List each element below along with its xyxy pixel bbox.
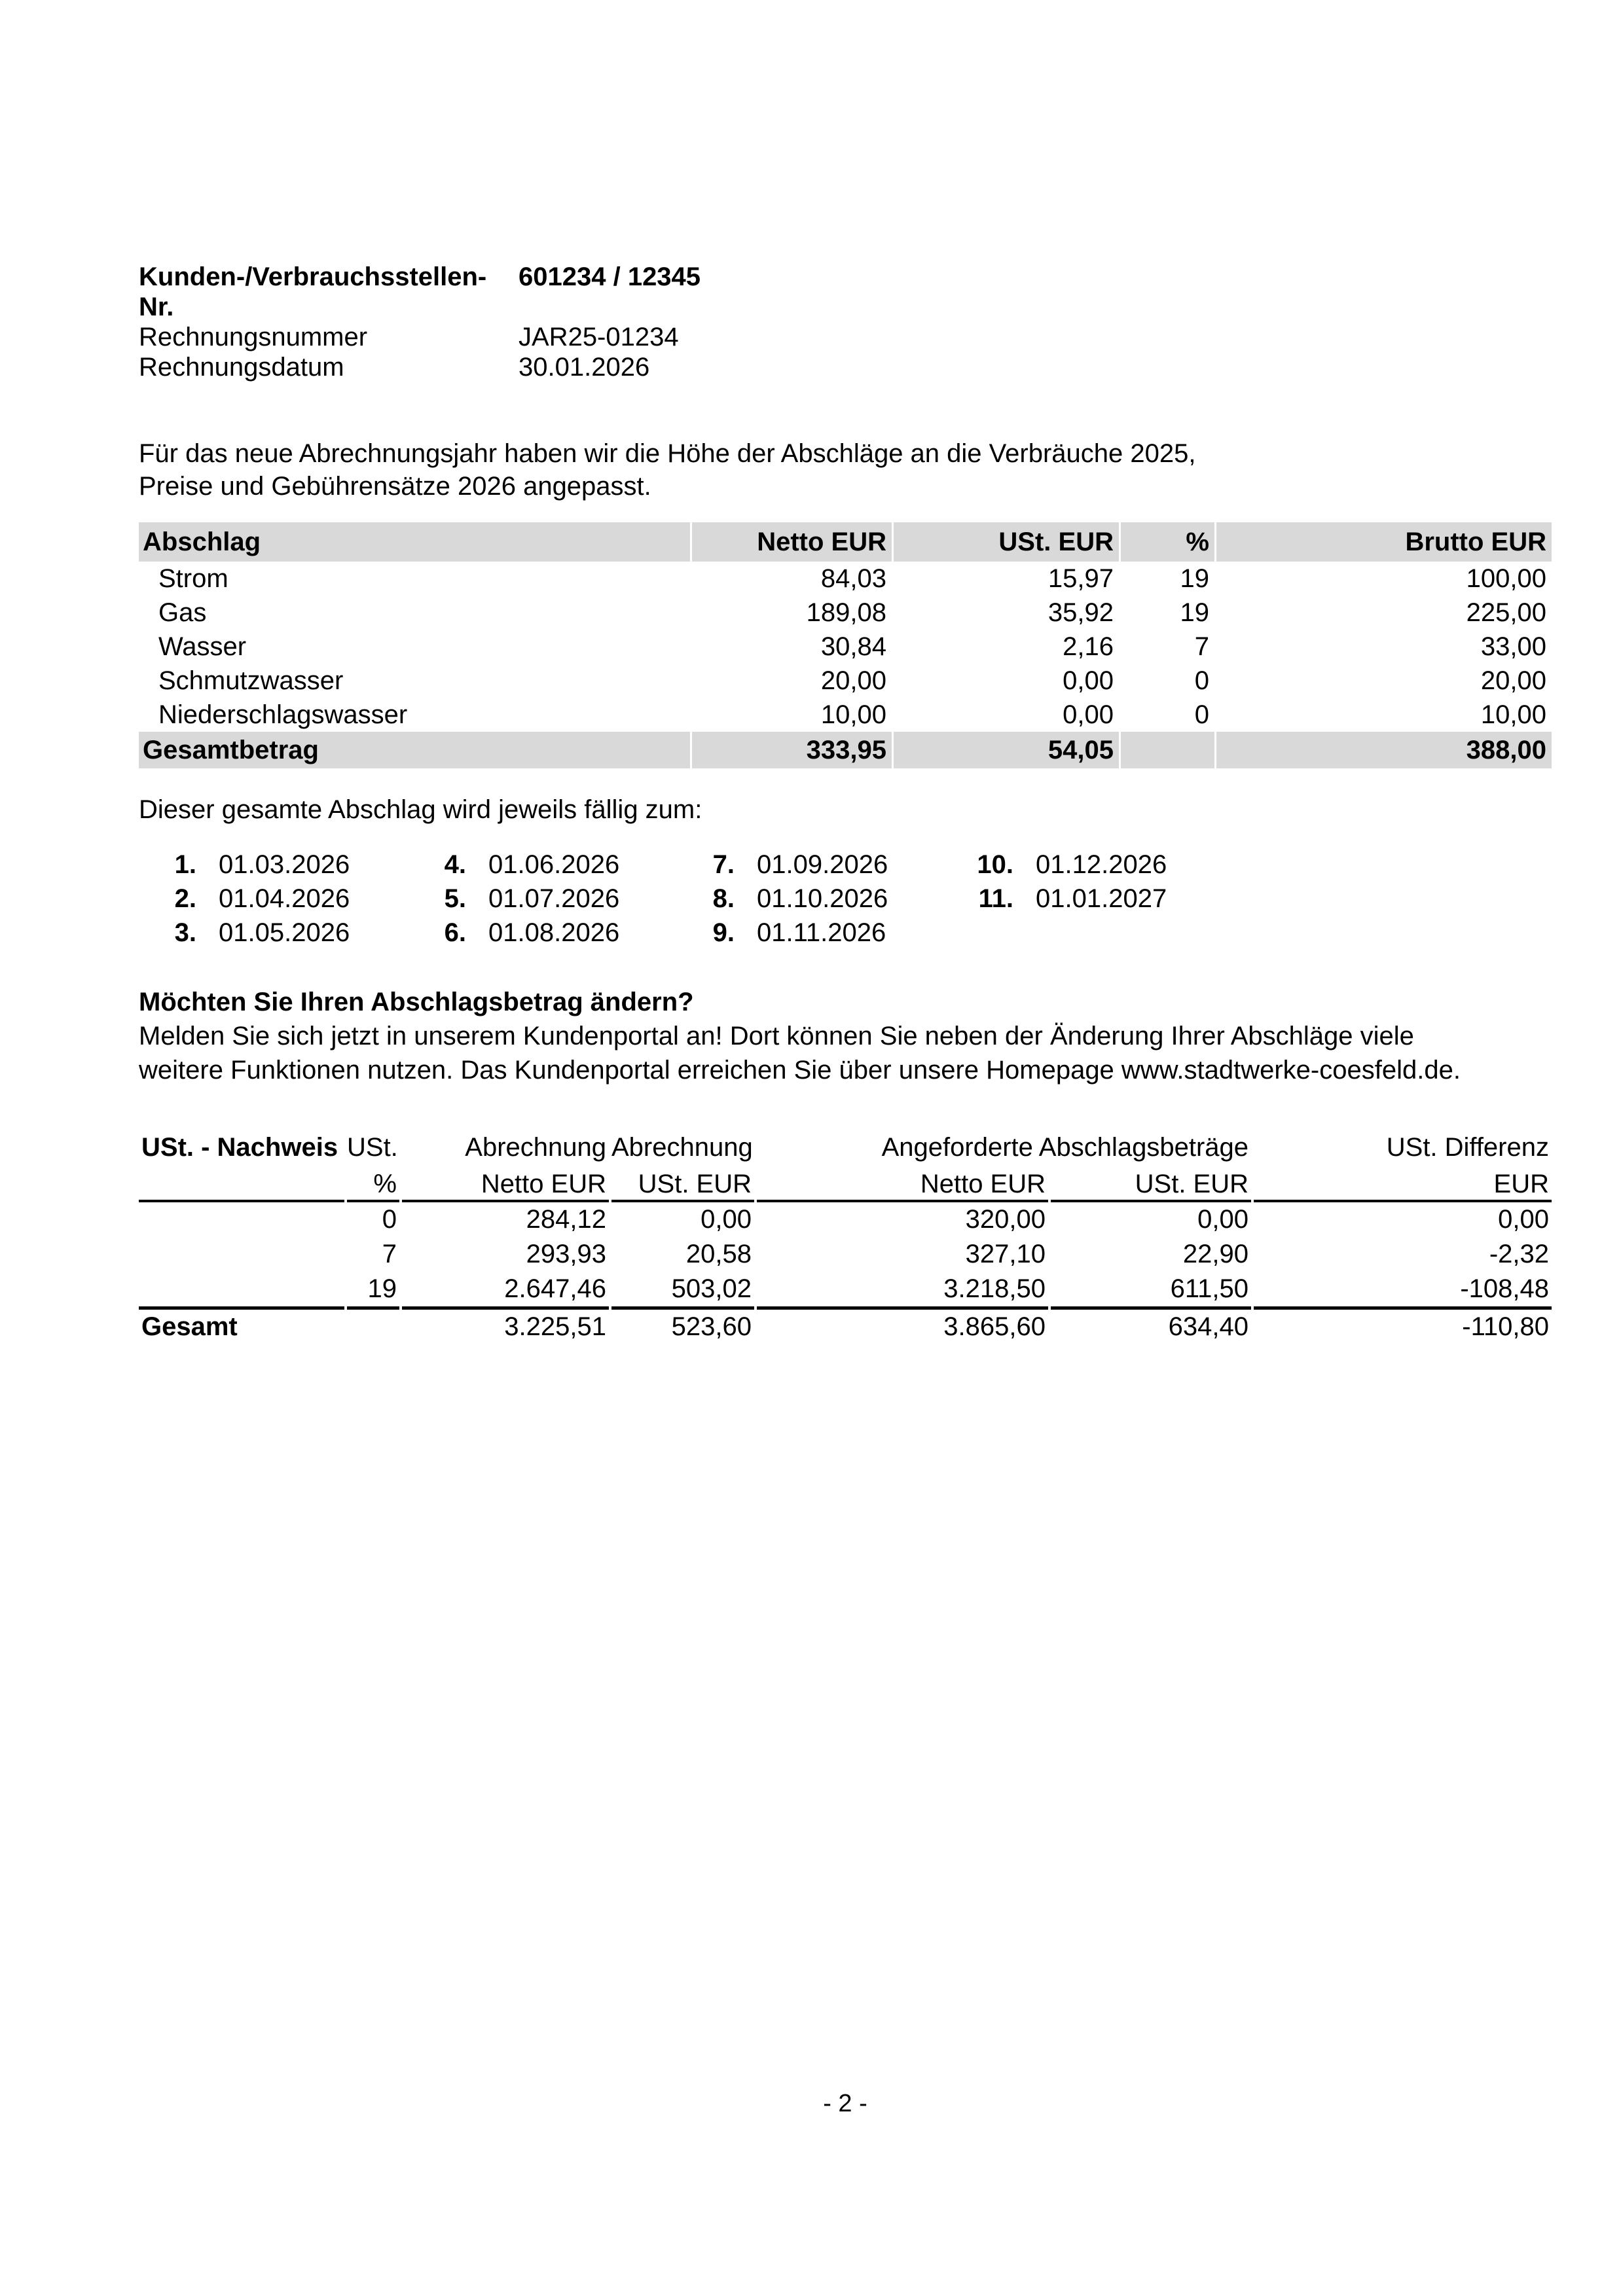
cell-netto: 84,03 [820, 564, 886, 593]
cell-ust: 2,16 [1063, 632, 1114, 661]
page-number: - 2 - [823, 2090, 867, 2117]
col-header-brutto: Brutto EUR [1216, 522, 1552, 562]
total-pct-empty [347, 1306, 399, 1344]
cell-name: Strom [158, 564, 228, 593]
due-date-value: 01.12.2026 [1036, 850, 1167, 879]
ust-table-title: USt. - Nachweis [141, 1133, 338, 1162]
invoice-number-value: JAR25-01234 [519, 323, 679, 351]
total-ang-ust: 634,40 [1051, 1306, 1251, 1344]
due-date-number: 10. [977, 850, 1013, 879]
cell-pct: 19 [1180, 598, 1209, 627]
due-date-value: 01.11.2026 [757, 918, 886, 947]
cell-abr-netto: 2.647,46 [504, 1274, 606, 1303]
cell-ust: 0,00 [1063, 700, 1114, 729]
due-date-value: 01.10.2026 [757, 884, 888, 913]
cell-pct: 0 [1194, 700, 1209, 729]
cell-ang-netto: 320,00 [965, 1205, 1046, 1234]
cell-pct: 0 [382, 1205, 397, 1234]
portal-note [139, 985, 1461, 1087]
customer-info-block [139, 262, 701, 382]
cell-ust: 0,00 [1063, 666, 1114, 695]
cell-brutto: 225,00 [1466, 598, 1546, 627]
due-date-number: 7. [712, 850, 735, 879]
customer-number-value: 601234 / 12345 [519, 262, 701, 291]
total-brutto: 388,00 [1216, 732, 1552, 768]
due-date-number: 8. [712, 884, 735, 913]
col-header-ust: USt. EUR [894, 522, 1119, 562]
col-subheader-abr-ust: USt. EUR [611, 1166, 754, 1202]
cell-abr-ust: 20,58 [685, 1240, 752, 1268]
total-abr-netto: 3.225,51 [402, 1306, 609, 1344]
table-row [139, 1202, 1552, 1237]
customer-number-label: Kunden-/Verbrauchsstellen-Nr. [139, 262, 487, 321]
cell-pct: 0 [1194, 666, 1209, 695]
due-date-number: 4. [444, 850, 466, 879]
col-header-netto: Netto EUR [692, 522, 892, 562]
intro-paragraph [139, 437, 1195, 503]
ust-table-header [139, 1129, 1552, 1202]
due-date-number: 5. [444, 884, 466, 913]
cell-brutto: 20,00 [1480, 666, 1546, 695]
col-header-abschlag: Abschlag [139, 522, 690, 562]
cell-diff: -2,32 [1489, 1240, 1549, 1268]
due-dates-intro: Dieser gesamte Abschlag wird jeweils fällig zum: [139, 795, 702, 824]
due-date-value: 01.04.2026 [219, 884, 350, 913]
due-date-value-empty [1013, 916, 1236, 950]
cell-ang-netto: 3.218,50 [943, 1274, 1046, 1303]
col-subheader-abr-netto: Netto EUR [402, 1166, 609, 1202]
col-subheader-ang-netto: Netto EUR [757, 1166, 1048, 1202]
cell-diff: -108,48 [1460, 1274, 1549, 1303]
cell-abr-netto: 284,12 [526, 1205, 606, 1234]
col-header-abrechnung-netto: Abrechnung [465, 1133, 606, 1162]
cell-name: Niederschlagswasser [158, 700, 408, 729]
table-row [139, 664, 1552, 698]
abschlag-table [139, 522, 1552, 768]
cell-abr-netto: 293,93 [526, 1240, 606, 1268]
due-date-number-empty [956, 916, 1013, 950]
table-row [139, 698, 1552, 732]
cell-brutto: 33,00 [1480, 632, 1546, 661]
col-subheader-empty [139, 1166, 344, 1202]
abschlag-table-header [139, 522, 1552, 562]
due-date-number: 9. [712, 918, 735, 947]
ust-total-row [139, 1306, 1552, 1344]
cell-pct: 19 [367, 1274, 397, 1303]
invoice-number-row [139, 322, 701, 352]
col-header-differenz: USt. Differenz [1386, 1133, 1549, 1162]
cell-pct: 7 [1194, 632, 1209, 661]
invoice-date-row [139, 352, 701, 382]
cell-netto: 10,00 [820, 700, 886, 729]
invoice-number-label: Rechnungsnummer [139, 323, 368, 351]
abschlag-total-row [139, 732, 1552, 768]
intro-line-1: Für das neue Abrechnungsjahr haben wir die Höhe der Abschläge an die Verbräuche 2025, [139, 439, 1196, 468]
cell-empty [139, 1202, 344, 1237]
intro-line-2: Preise und Gebührensätze 2026 angepasst. [139, 472, 651, 501]
due-date-number: 1. [174, 850, 196, 879]
due-date-number: 2. [174, 884, 196, 913]
table-row [139, 630, 1552, 664]
due-date-value: 01.09.2026 [757, 850, 888, 879]
cell-ang-ust: 611,50 [1170, 1274, 1248, 1303]
cell-name: Gas [158, 598, 207, 627]
col-header-pct: % [1121, 522, 1214, 562]
cell-netto: 20,00 [820, 666, 886, 695]
cell-pct: 19 [1180, 564, 1209, 593]
cell-ust: 35,92 [1047, 598, 1114, 627]
total-ang-netto: 3.865,60 [757, 1306, 1048, 1344]
cell-ang-ust: 0,00 [1197, 1205, 1248, 1234]
invoice-date-label: Rechnungsdatum [139, 353, 344, 382]
due-date-value: 01.03.2026 [219, 850, 350, 879]
col-subheader-ang-ust: USt. EUR [1051, 1166, 1251, 1202]
cell-empty [139, 1272, 344, 1306]
col-header-ust: USt. [347, 1133, 398, 1162]
due-date-number: 3. [174, 918, 196, 947]
col-subheader-pct: % [347, 1166, 399, 1202]
invoice-date-value: 30.01.2026 [519, 353, 650, 382]
due-date-value: 01.05.2026 [219, 918, 350, 947]
cell-ang-ust: 22,90 [1182, 1240, 1248, 1268]
cell-empty [139, 1237, 344, 1272]
col-subheader-diff-eur: EUR [1254, 1166, 1552, 1202]
cell-abr-ust: 503,02 [671, 1274, 752, 1303]
total-netto: 333,95 [692, 732, 892, 768]
due-date-value: 01.08.2026 [488, 918, 620, 947]
cell-netto: 189,08 [806, 598, 886, 627]
total-ust: 54,05 [894, 732, 1119, 768]
cell-name: Schmutzwasser [158, 666, 344, 695]
total-abr-ust: 523,60 [611, 1306, 754, 1344]
total-pct [1121, 732, 1214, 768]
col-header-abrechnung-ust: Abrechnung [611, 1133, 753, 1162]
table-row [139, 1237, 1552, 1272]
table-row [139, 562, 1552, 596]
table-row [139, 596, 1552, 630]
table-row [139, 1272, 1552, 1306]
due-date-value: 01.06.2026 [488, 850, 620, 879]
due-date-number: 11. [978, 884, 1013, 913]
due-date-value: 01.01.2027 [1036, 884, 1167, 913]
cell-pct: 7 [382, 1240, 397, 1268]
cell-brutto: 100,00 [1466, 564, 1546, 593]
cell-brutto: 10,00 [1480, 700, 1546, 729]
cell-name: Wasser [158, 632, 247, 661]
customer-number-row [139, 262, 701, 322]
col-header-angefordert: Angeforderte Abschlagsbeträge [881, 1133, 1248, 1162]
due-dates-list [139, 848, 1236, 950]
portal-line-2: weitere Funktionen nutzen. Das Kundenportal erreichen Sie über unsere Homepage www.stadtwerke-coesfeld.de. [139, 1056, 1461, 1085]
cell-abr-ust: 0,00 [701, 1205, 752, 1234]
total-label: Gesamt [139, 1306, 344, 1344]
portal-title: Möchten Sie Ihren Abschlagsbetrag ändern? [139, 988, 694, 1016]
ust-nachweis-table [139, 1129, 1552, 1344]
total-label: Gesamtbetrag [139, 732, 690, 768]
cell-ang-netto: 327,10 [965, 1240, 1046, 1268]
portal-line-1: Melden Sie sich jetzt in unserem Kundenportal an! Dort können Sie neben der Änderung Ihrer Abschläge viele [139, 1022, 1414, 1050]
due-date-number: 6. [444, 918, 466, 947]
cell-ust: 15,97 [1047, 564, 1114, 593]
total-diff: -110,80 [1254, 1306, 1552, 1344]
due-date-value: 01.07.2026 [488, 884, 620, 913]
cell-netto: 30,84 [820, 632, 886, 661]
cell-diff: 0,00 [1498, 1205, 1549, 1234]
